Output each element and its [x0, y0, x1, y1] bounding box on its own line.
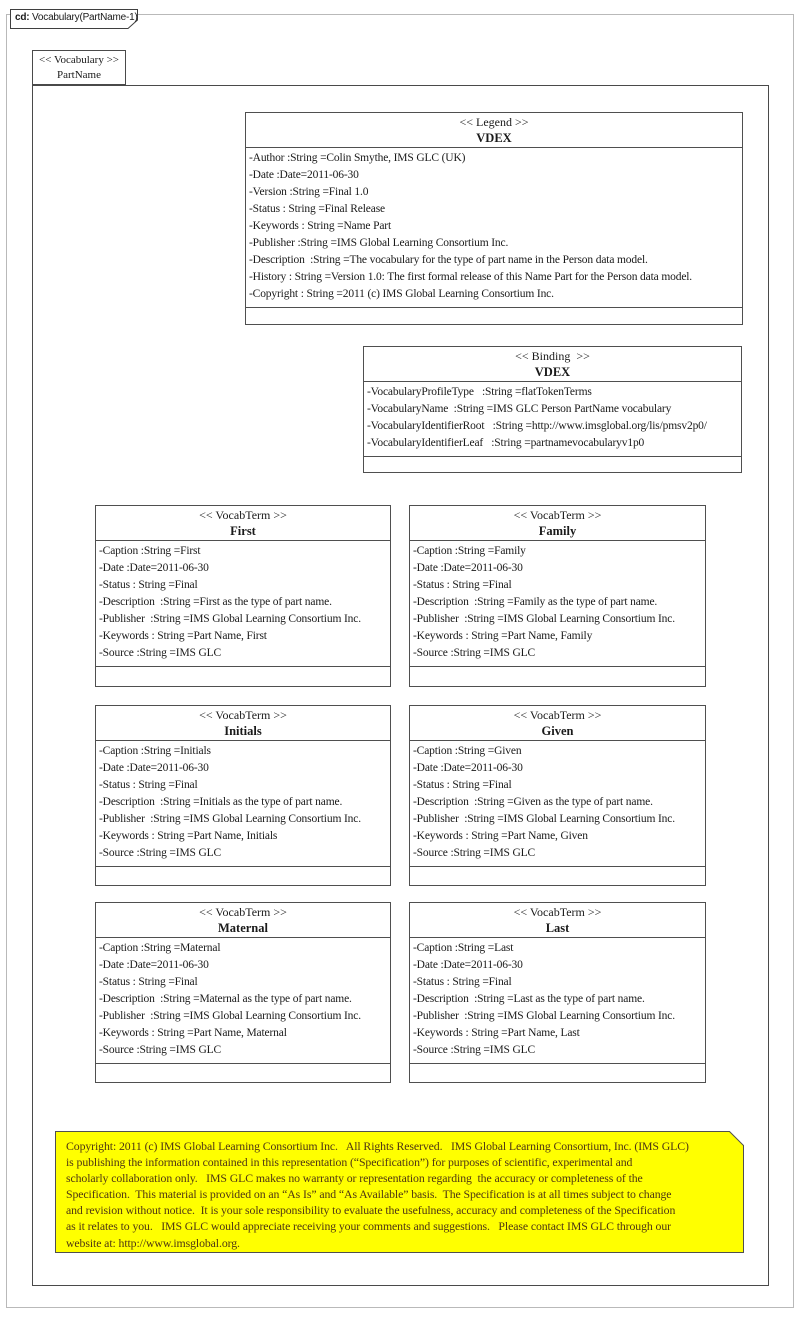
uml-box-vocabterm-given	[409, 705, 706, 886]
legend-header	[246, 113, 742, 148]
binding-stereotype: << Binding >>	[515, 349, 590, 363]
given-attributes	[410, 741, 705, 867]
attribute-line: -Status : String =Final Release	[249, 203, 385, 215]
given-name: Given	[541, 724, 574, 738]
uml-box-vocabterm-family	[409, 505, 706, 687]
binding-attributes	[364, 382, 741, 457]
attribute-line: -Keywords : String =Part Name, Maternal	[99, 1027, 287, 1039]
attribute-line: -Publisher :String =IMS Global Learning Consortium Inc.	[413, 613, 675, 625]
attribute-line: -Description :String =Family as the type of part name.	[413, 596, 658, 608]
attribute-line: -History : String =Version 1.0: The first formal release of this Name Part for the Person data model.	[249, 271, 693, 283]
attribute-line: -Date :Date=2011-06-30	[249, 169, 359, 181]
copyright-note	[55, 1131, 744, 1253]
attribute-line: -Date :Date=2011-06-30	[413, 562, 523, 574]
initials-name: Initials	[224, 724, 262, 738]
attribute-line: -Publisher :String =IMS Global Learning Consortium Inc.	[99, 813, 361, 825]
uml-box-binding	[363, 346, 742, 473]
uml-box-vocabterm-first	[95, 505, 391, 687]
attribute-line: -VocabularyProfileType :String =flatTokenTerms	[367, 386, 592, 398]
empty-compartment	[364, 457, 741, 472]
attribute-line: -Caption :String =Family	[413, 545, 526, 557]
note-line: scholarly collaboration only. IMS GLC makes no warranty or representation regarding the accuracy or completeness of the	[66, 1171, 643, 1186]
legend-attributes	[246, 148, 742, 308]
maternal-header	[96, 903, 390, 938]
frame-name: PartName	[57, 69, 101, 81]
maternal-stereotype: << VocabTerm >>	[199, 905, 287, 919]
attribute-line: -Caption :String =Last	[413, 942, 514, 954]
uml-box-vocabterm-maternal	[95, 902, 391, 1083]
empty-compartment	[96, 867, 390, 885]
attribute-line: -Caption :String =Initials	[99, 745, 211, 757]
attribute-line: -Source :String =IMS GLC	[413, 1044, 536, 1056]
attribute-line: -Date :Date=2011-06-30	[413, 762, 523, 774]
empty-compartment	[410, 867, 705, 885]
attribute-line: -Copyright : String =2011 (c) IMS Global Learning Consortium Inc.	[249, 288, 554, 300]
binding-header	[364, 347, 741, 382]
last-attributes	[410, 938, 705, 1064]
attribute-line: -Description :String =Initials as the type of part name.	[99, 796, 343, 808]
attribute-line: -Publisher :String =IMS Global Learning Consortium Inc.	[99, 613, 361, 625]
attribute-line: -Status : String =Final	[99, 579, 198, 591]
note-line: Specification. This material is provided on an “As Is” and “As Available” basis. The Specification is at all times subject to change	[66, 1187, 672, 1202]
attribute-line: -Author :String =Colin Smythe, IMS GLC (UK)	[249, 152, 466, 164]
initials-stereotype: << VocabTerm >>	[199, 708, 287, 722]
maternal-name: Maternal	[218, 921, 268, 935]
uml-box-vocabterm-initials	[95, 705, 391, 886]
attribute-line: -Source :String =IMS GLC	[99, 847, 222, 859]
attribute-line: -Description :String =Maternal as the type of part name.	[99, 993, 352, 1005]
given-header	[410, 706, 705, 741]
attribute-line: -Keywords : String =Part Name, Given	[413, 830, 588, 842]
attribute-line: -Description :String =The vocabulary for the type of part name in the Person data model.	[249, 254, 648, 266]
attribute-line: -Publisher :String =IMS Global Learning Consortium Inc.	[99, 1010, 361, 1022]
frame-label	[32, 50, 126, 85]
note-line: and revision without notice. It is your sole responsibility to evaluate the usefulness, accuracy and completeness of the Specification	[66, 1203, 676, 1218]
family-name: Family	[538, 524, 577, 538]
note-line: as it relates to you. IMS GLC would appreciate receiving your comments and suggestions. Please contact IMS GLC through our	[66, 1219, 671, 1234]
last-header	[410, 903, 705, 938]
binding-name: VDEX	[534, 365, 571, 379]
empty-compartment	[410, 1064, 705, 1082]
uml-box-vocabterm-last	[409, 902, 706, 1083]
legend-stereotype: << Legend >>	[459, 115, 529, 129]
attribute-line: -Date :Date=2011-06-30	[99, 762, 209, 774]
empty-compartment	[246, 308, 742, 324]
attribute-line: -Caption :String =Given	[413, 745, 522, 757]
last-name: Last	[545, 921, 570, 935]
attribute-line: -Status : String =Final	[99, 779, 198, 791]
attribute-line: -Date :Date=2011-06-30	[99, 959, 209, 971]
attribute-line: -Description :String =First as the type of part name.	[99, 596, 332, 608]
attribute-line: -VocabularyName :String =IMS GLC Person PartName vocabulary	[367, 403, 672, 415]
attribute-line: -Status : String =Final	[413, 579, 512, 591]
frame-stereotype: << Vocabulary >>	[38, 54, 119, 66]
attribute-line: -Status : String =Final	[413, 779, 512, 791]
uml-box-legend	[245, 112, 743, 325]
first-attributes	[96, 541, 390, 667]
note-line: is publishing the information contained in this representation (“Specification”) for purposes of scientific, experimental and	[66, 1155, 633, 1170]
initials-attributes	[96, 741, 390, 867]
note-line: website at: http://www.imsglobal.org.	[66, 1235, 240, 1250]
frame-tab-label	[15, 12, 138, 23]
attribute-line: -Status : String =Final	[99, 976, 198, 988]
attribute-line: -Publisher :String =IMS Global Learning Consortium Inc.	[413, 1010, 675, 1022]
maternal-attributes	[96, 938, 390, 1064]
attribute-line: -Date :Date=2011-06-30	[99, 562, 209, 574]
family-header	[410, 506, 705, 541]
attribute-line: -Keywords : String =Name Part	[249, 220, 392, 232]
attribute-line: -Date :Date=2011-06-30	[413, 959, 523, 971]
family-attributes	[410, 541, 705, 667]
given-stereotype: << VocabTerm >>	[513, 708, 602, 722]
family-stereotype: << VocabTerm >>	[513, 508, 602, 522]
attribute-line: -Source :String =IMS GLC	[413, 647, 536, 659]
empty-compartment	[96, 1064, 390, 1082]
first-header	[96, 506, 390, 541]
note-text	[66, 1138, 739, 1250]
attribute-line: -VocabularyIdentifierLeaf :String =partnamevocabularyv1p0	[367, 437, 645, 449]
first-stereotype: << VocabTerm >>	[199, 508, 287, 522]
attribute-line: -Keywords : String =Part Name, Last	[413, 1027, 580, 1039]
attribute-line: -Description :String =Last as the type of part name.	[413, 993, 645, 1005]
attribute-line: -Source :String =IMS GLC	[413, 847, 536, 859]
attribute-line: -Source :String =IMS GLC	[99, 647, 222, 659]
attribute-line: -Version :String =Final 1.0	[249, 186, 369, 198]
attribute-line: -VocabularyIdentifierRoot :String =http://www.imsglobal.org/lis/pmsv2p0/	[367, 420, 707, 432]
attribute-line: -Caption :String =First	[99, 545, 201, 557]
first-name: First	[230, 524, 256, 538]
empty-compartment	[96, 667, 390, 686]
attribute-line: -Keywords : String =Part Name, Initials	[99, 830, 278, 842]
attribute-line: -Caption :String =Maternal	[99, 942, 221, 954]
empty-compartment	[410, 667, 705, 686]
initials-header	[96, 706, 390, 741]
attribute-line: -Publisher :String =IMS Global Learning Consortium Inc.	[249, 237, 509, 249]
note-line: Copyright: 2011 (c) IMS Global Learning Consortium Inc. All Rights Reserved. IMS Global Learning Consortium, Inc. (IMS GLC)	[66, 1139, 689, 1153]
attribute-line: -Publisher :String =IMS Global Learning Consortium Inc.	[413, 813, 675, 825]
legend-name: VDEX	[476, 131, 512, 145]
attribute-line: -Source :String =IMS GLC	[99, 1044, 222, 1056]
attribute-line: -Description :String =Given as the type of part name.	[413, 796, 653, 808]
frame-tab-prefix: cd:	[15, 12, 30, 23]
last-stereotype: << VocabTerm >>	[513, 905, 602, 919]
attribute-line: -Status : String =Final	[413, 976, 512, 988]
frame-tab	[10, 9, 138, 29]
frame-tab-title: Vocabulary(PartName-1)	[29, 12, 138, 23]
attribute-line: -Keywords : String =Part Name, Family	[413, 630, 593, 642]
attribute-line: -Keywords : String =Part Name, First	[99, 630, 267, 642]
